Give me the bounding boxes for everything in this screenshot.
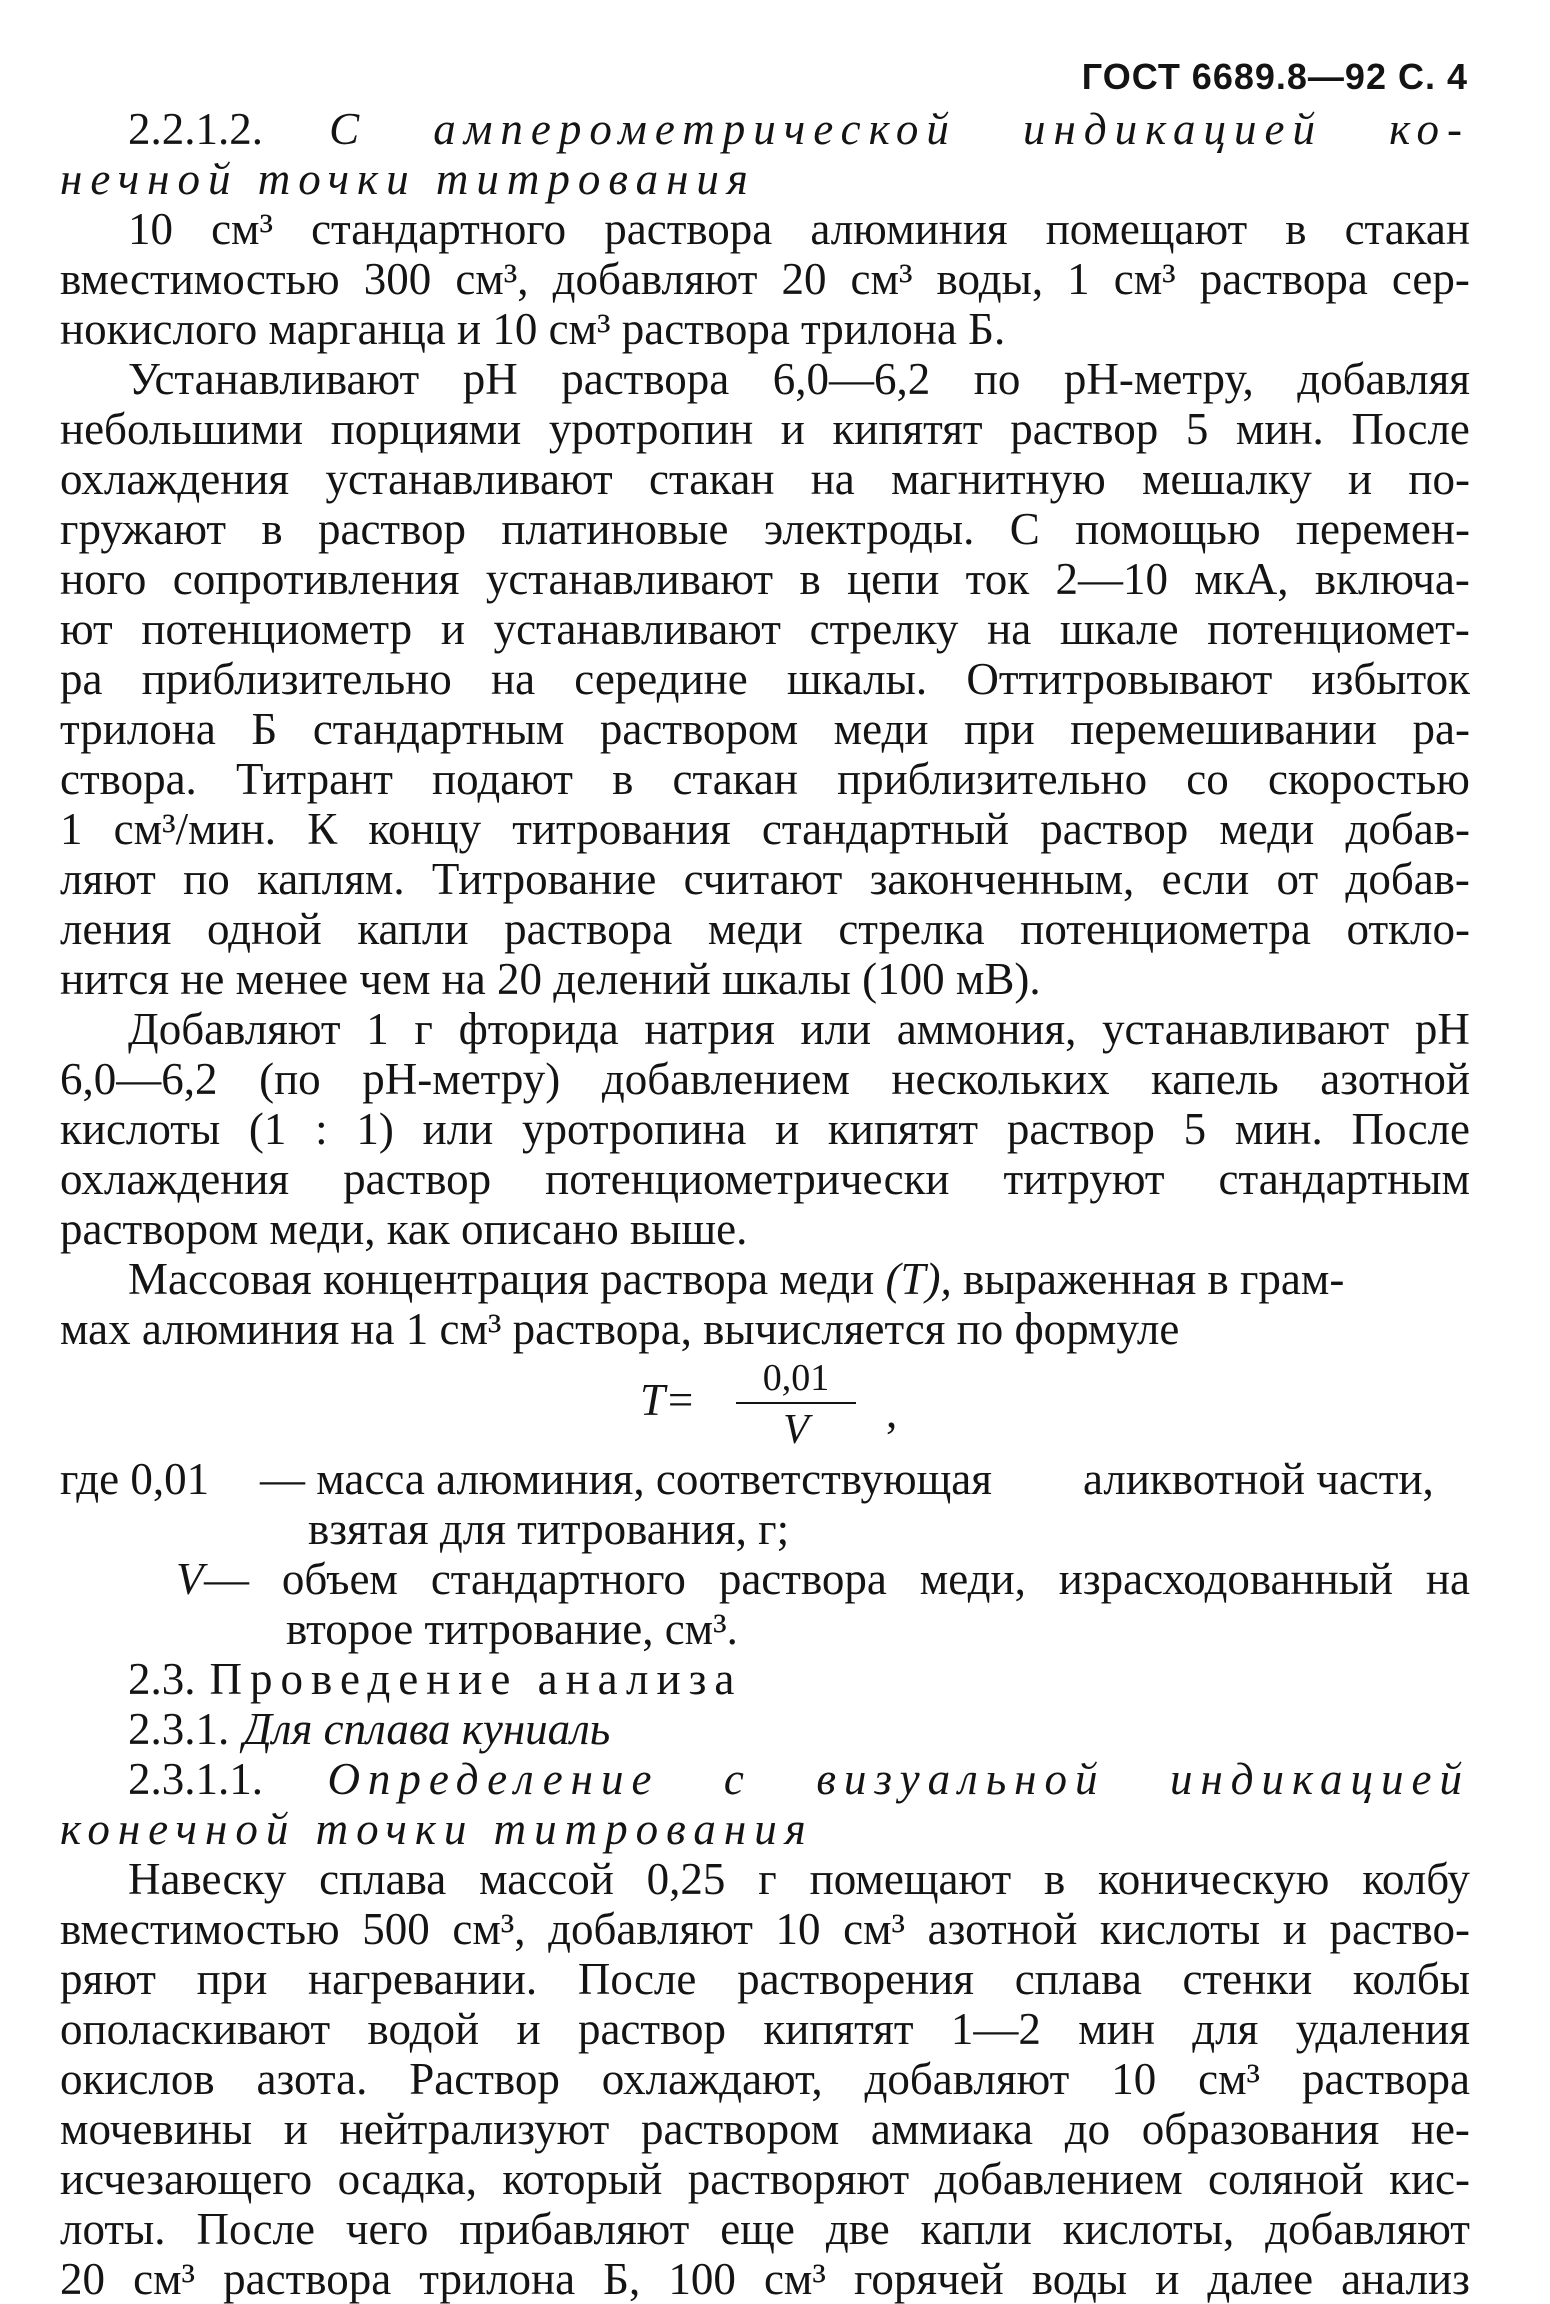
word: 5 [1185, 404, 1209, 454]
para2-line [128, 354, 1470, 404]
word: одной [206, 904, 322, 954]
word: pH-метру) [362, 1054, 561, 1104]
word: см³/мин. [113, 804, 277, 854]
word: растворяют [687, 2154, 910, 2204]
word: растворения [737, 1954, 974, 2004]
word: меди [833, 704, 929, 754]
word: кипятят [832, 404, 983, 454]
section-23-number: 2.3. [128, 1654, 196, 1704]
word: капли [920, 2204, 1032, 2254]
word: нескольких [891, 1054, 1110, 1104]
word: в [1044, 1854, 1066, 1904]
word: и [775, 1104, 800, 1154]
word: Титрант [235, 754, 393, 804]
para2-line [60, 754, 1470, 804]
word: стенки [1182, 1954, 1313, 2004]
word: С [1009, 504, 1040, 554]
word: две [825, 2204, 890, 2254]
word: 6,0—6,2 [60, 1054, 218, 1104]
word: pH [462, 354, 518, 404]
word: лоты. [60, 2204, 166, 2254]
word: см³ [843, 1904, 906, 1954]
word: от [1276, 854, 1319, 904]
word: 1—2 [950, 2004, 1041, 2054]
word: pH [1414, 1004, 1470, 1054]
word: мочевины [60, 2104, 253, 2154]
formula-comma: , [886, 1387, 898, 1437]
formula-numerator: 0,01 [762, 1357, 830, 1399]
word: см³ [133, 2254, 196, 2304]
word: еще [720, 2204, 795, 2254]
word: раствора [504, 904, 673, 954]
definition-term: V [176, 1554, 204, 1604]
word: титруют [1003, 1154, 1165, 1204]
word: середине [574, 654, 748, 704]
definition-text: аликвотной части, [1083, 1454, 1434, 1504]
word: и [516, 2004, 541, 2054]
word: небольшими [60, 404, 304, 454]
word: 20 [781, 254, 827, 304]
word: 10 [775, 1904, 821, 1954]
word: устанавливают [325, 454, 613, 504]
word: 1 [1067, 254, 1090, 304]
word: см³ [1198, 2054, 1261, 2104]
word: охлаждения [60, 1154, 290, 1204]
word: устанавливают [485, 554, 774, 604]
word: гружают [60, 504, 227, 554]
word: добавляют [552, 254, 758, 304]
section-2311-heading-line2: конечной точки титрования [60, 1804, 814, 1854]
word: Устанавливают [128, 354, 420, 404]
para3-line: раствором меди, как описано выше. [60, 1204, 748, 1254]
para2-line [60, 504, 1470, 554]
word: колбу [1362, 1854, 1470, 1904]
word: К [307, 804, 338, 854]
word: створа. [60, 754, 197, 804]
word: перемешивании [1070, 704, 1377, 754]
word: см³ [1113, 254, 1176, 304]
para3-line [60, 1054, 1470, 1104]
section-23-heading [128, 1654, 1470, 1704]
definition-text [204, 1554, 1470, 1604]
word: уротропина [522, 1104, 747, 1154]
word: в [612, 754, 634, 804]
word: : [315, 1104, 328, 1154]
word: окислов [60, 2054, 215, 2104]
para2-line [60, 704, 1470, 754]
word: помещают [809, 1854, 1012, 1904]
word: горячей [854, 2254, 1004, 2304]
word: массой [479, 1854, 614, 1904]
word: объем [281, 1554, 398, 1604]
word: колбы [1352, 1954, 1470, 2004]
word: Б [251, 704, 278, 754]
word: стандартного [311, 204, 567, 254]
word: ления [60, 904, 172, 954]
word: и [780, 404, 805, 454]
word: ряют [60, 1954, 156, 2004]
word: законченным, [869, 854, 1135, 904]
word: аммиака [870, 2104, 1034, 2154]
para2-line [60, 554, 1470, 604]
para5-line [60, 2004, 1470, 2054]
word: потенциомет- [1207, 604, 1470, 654]
word: ют [60, 604, 113, 654]
word: 300 [363, 254, 432, 304]
word: потенциометр [141, 604, 413, 654]
word: кипятят [763, 2004, 914, 2054]
word: стандартным [1218, 1154, 1470, 1204]
word: После [196, 2204, 315, 2254]
word: магнитную [891, 454, 1106, 504]
para5-line [60, 2154, 1470, 2204]
para1-line [128, 204, 1470, 254]
word: при [964, 704, 1035, 754]
word: охлаждают, [601, 2054, 823, 2104]
fraction-bar [736, 1402, 856, 1404]
word: титрования [512, 804, 731, 854]
word: при [196, 1954, 268, 2004]
word: 0,25 [646, 1854, 726, 1904]
word: потенциометра [1020, 904, 1311, 954]
word: платиновые [501, 504, 729, 554]
word: 1) [356, 1104, 394, 1154]
word: и [1348, 454, 1373, 504]
word: стрелку [809, 604, 959, 654]
para5-line [60, 2104, 1470, 2154]
word: раствором [641, 2104, 840, 2154]
word: перемен- [1295, 504, 1470, 554]
word: мешалку [1142, 454, 1312, 504]
word: и [440, 604, 465, 654]
word: ра- [1412, 704, 1470, 754]
para5-line [60, 2054, 1470, 2104]
section-2311-heading-line1: 2.3.1.1. Определение с визуальной индикацией [128, 1754, 1470, 1804]
word: потенциометрически [545, 1154, 950, 1204]
word: скоростью [1267, 754, 1470, 804]
word: мин. [1235, 404, 1324, 454]
word: и [1282, 1904, 1307, 1954]
para2-line [60, 804, 1470, 854]
word: раствор [1006, 1104, 1155, 1154]
word: натрия [644, 1004, 775, 1054]
word: раствора [223, 2254, 392, 2304]
word: pH-метру, [1063, 354, 1254, 404]
word: ополаскивают [60, 2004, 331, 2054]
word: 500 [362, 1904, 430, 1954]
word: или [422, 1104, 494, 1154]
section-23-title: Проведение анализа [209, 1654, 743, 1704]
word: до [1064, 2104, 1111, 2154]
word: цепи [847, 554, 940, 604]
word: трилона [60, 704, 216, 754]
word: добав- [1345, 804, 1470, 854]
word: устанавливают [1102, 1004, 1390, 1054]
word: раствора [1301, 2054, 1470, 2104]
word: чего [345, 2204, 429, 2254]
word: добавлением [934, 2154, 1183, 2204]
section-2212-heading-line2: нечной точки титрования [60, 154, 756, 204]
word: со [1186, 754, 1229, 804]
word: кислоты [1099, 1904, 1261, 1954]
word: капли [357, 904, 469, 954]
word: воды, [936, 254, 1044, 304]
word: помещают [1045, 204, 1248, 254]
para5-line [60, 2204, 1470, 2254]
word: меди, [919, 1554, 1026, 1604]
word: Добавляют [128, 1004, 341, 1054]
para2-line [60, 454, 1470, 504]
word: раствора [604, 204, 773, 254]
word: уротропин [548, 404, 754, 454]
word: фторида [458, 1004, 619, 1054]
word: исчезающего [60, 2154, 313, 2204]
word: по [183, 854, 230, 904]
word: раствор [343, 1154, 492, 1204]
word: раствора [1199, 254, 1368, 304]
word: добавлением [601, 1054, 850, 1104]
word: шкалы. [786, 654, 928, 704]
variable-T: (T), [885, 1254, 952, 1304]
word: раствором [599, 704, 799, 754]
word: кислоты [60, 1104, 221, 1154]
word: меди [1219, 804, 1315, 854]
word: коническую [1098, 1854, 1330, 1904]
section-2311-number: 2.3.1.1. [128, 1754, 263, 1804]
word: добавляя [1297, 354, 1470, 404]
word: для [1192, 2004, 1259, 2054]
word: добав- [1345, 854, 1470, 904]
word: нагревании. [308, 1954, 538, 2004]
word: Б, [603, 2254, 641, 2304]
word: если [1161, 854, 1250, 904]
para3-line [60, 1104, 1470, 1154]
formula-denominator: V [783, 1407, 809, 1453]
word: ра [60, 654, 103, 704]
word: в [1285, 204, 1307, 254]
word: не- [1410, 2104, 1470, 2154]
word: ток [965, 554, 1030, 604]
para1-line [60, 254, 1470, 304]
word: шкале [1059, 604, 1179, 654]
definition-continuation: второе титрование, см³. [286, 1604, 738, 1654]
word: раствора [561, 354, 730, 404]
page-header: ГОСТ 6689.8—92 С. 4 [1081, 56, 1468, 97]
para5-line [60, 1954, 1470, 2004]
word: ного [60, 554, 147, 604]
word: вместимостью [60, 1904, 340, 1954]
word: соляной [1207, 2154, 1364, 2204]
word: стрелка [838, 904, 985, 954]
word: азотной [927, 1904, 1078, 1954]
word: Раствор [409, 2054, 560, 2104]
word: стандартный [761, 804, 1010, 854]
section-2212-number: 2.2.1.2. [128, 104, 263, 154]
word: 20 [60, 2254, 105, 2304]
word: электроды. [763, 504, 975, 554]
word: добавляют [548, 1904, 753, 1954]
word: меди [707, 904, 803, 954]
word: см³, [452, 1904, 526, 1954]
word: в [799, 554, 821, 604]
word: приблизительно [837, 754, 1148, 804]
para3-line [128, 1004, 1470, 1054]
word: После [577, 1954, 697, 2004]
word: или [800, 1004, 872, 1054]
word: азота. [256, 2054, 368, 2104]
word: воды [1031, 2254, 1128, 2304]
word: см³ [763, 2254, 826, 2304]
para5-line [128, 1854, 1470, 1904]
para4-line2: мах алюминия на 1 см³ раствора, вычисляется по формуле [60, 1304, 1180, 1354]
word: осадка, [337, 2154, 477, 2204]
para2-line [60, 604, 1470, 654]
word: и [1155, 2254, 1180, 2304]
word: кислоты, [1062, 2204, 1235, 2254]
word: трилона [419, 2254, 576, 2304]
word: устанавливают [493, 604, 781, 654]
word: сер- [1391, 254, 1470, 304]
para5-line [60, 1904, 1470, 1954]
word: далее [1207, 2254, 1314, 2304]
word: см³ [211, 204, 274, 254]
word: по [973, 354, 1021, 404]
word: вместимостью [60, 254, 340, 304]
word: и [283, 2104, 308, 2154]
word: 1 [366, 1004, 389, 1054]
word: добавляют [1265, 2204, 1470, 2254]
word: (1 [248, 1104, 287, 1154]
word: Оттитровывают [966, 654, 1273, 704]
word: сплава [1014, 1954, 1142, 2004]
word: концу [368, 804, 482, 854]
word: стакан [1344, 204, 1470, 254]
word: избыток [1311, 654, 1470, 704]
word: каплям. [257, 854, 405, 904]
para3-line [60, 1154, 1470, 1204]
definition-text: — масса алюминия, соответствующая [260, 1454, 992, 1504]
word: нейтрализуют [339, 2104, 610, 2154]
word: анализ [1341, 2254, 1470, 2304]
word: раствора [718, 1554, 887, 1604]
word: алюминия [810, 204, 1008, 254]
word: раствор [1010, 404, 1159, 454]
word: в [261, 504, 283, 554]
word: стандартным [312, 704, 565, 754]
para2-line [60, 404, 1470, 454]
word: Навеску [128, 1854, 287, 1904]
para1-line: нокислого марганца и 10 см³ раствора трилона Б. [60, 304, 1006, 354]
word: см³ [850, 254, 913, 304]
word: 100 [668, 2254, 736, 2304]
word: помощью [1075, 504, 1261, 554]
section-231-title: Для сплава куниаль [243, 1704, 611, 1754]
definition-term: где 0,01 [60, 1454, 210, 1504]
word: см³, [455, 254, 529, 304]
word: на [987, 604, 1032, 654]
word: 10 [1111, 2054, 1157, 2104]
word: по- [1408, 454, 1470, 504]
para2-line: нится не менее чем на 20 делений шкалы (100 мВ). [60, 954, 1041, 1004]
word: (по [259, 1054, 321, 1104]
definition-continuation: взятая для титрования, г; [308, 1504, 790, 1554]
word: считают [683, 854, 843, 904]
word: раствор [317, 504, 467, 554]
word: кис- [1389, 2154, 1470, 2204]
word: образования [1141, 2104, 1380, 2154]
word: — [204, 1554, 249, 1604]
formula-fraction [736, 1356, 856, 1454]
word: Титрование [431, 854, 657, 904]
word: мин [1078, 2004, 1155, 2054]
word: охлаждения [60, 454, 290, 504]
word: раствор [1040, 804, 1189, 854]
word: 2—10 [1055, 554, 1168, 604]
word: откло- [1346, 904, 1470, 954]
word: приблизительно [141, 654, 452, 704]
word: капель [1151, 1054, 1279, 1104]
word: сплава [319, 1854, 447, 1904]
word: 5 [1183, 1104, 1207, 1154]
word: на [810, 454, 855, 504]
word: стакан [649, 454, 775, 504]
word: мин. [1234, 1104, 1323, 1154]
word: израсходованный [1058, 1554, 1393, 1604]
section-231-heading [128, 1704, 1470, 1754]
word: прибавляют [459, 2204, 690, 2254]
formula-lhs: T= [640, 1375, 696, 1425]
para2-line [60, 654, 1470, 704]
word: стандартного [430, 1554, 686, 1604]
word: стакан [672, 754, 798, 804]
word: аммония, [896, 1004, 1077, 1054]
section-231-number: 2.3.1. [128, 1704, 230, 1754]
word: кипятят [827, 1104, 979, 1154]
word: ляют [60, 854, 156, 904]
word: на [491, 654, 536, 704]
word: раствор [577, 2004, 727, 2054]
word: раство- [1329, 1904, 1470, 1954]
para4-line1: Массовая концентрация раствора меди (T), выраженная в грам- [128, 1254, 1345, 1304]
word: 10 [128, 204, 173, 254]
word: мкА, [1194, 554, 1289, 604]
word: который [502, 2154, 663, 2204]
word: 6,0—6,2 [772, 354, 931, 404]
word: порциями [330, 404, 522, 454]
word: азотной [1320, 1054, 1470, 1104]
word: После [1351, 1104, 1470, 1154]
word: г [414, 1004, 433, 1054]
word: удаления [1295, 2004, 1470, 2054]
word: на [1425, 1554, 1470, 1604]
word: г [758, 1854, 777, 1904]
word: водой [367, 2004, 480, 2054]
word: подают [432, 754, 573, 804]
word: 1 [60, 804, 83, 854]
word: После [1351, 404, 1470, 454]
para2-line [60, 904, 1470, 954]
section-2212-heading-line1: 2.2.1.2. С амперометрической индикацией ко- [128, 104, 1470, 154]
para5-line [60, 2254, 1470, 2304]
word: включа- [1314, 554, 1470, 604]
word: сопротивления [172, 554, 460, 604]
para2-line [60, 854, 1470, 904]
word: добавляют [864, 2054, 1070, 2104]
